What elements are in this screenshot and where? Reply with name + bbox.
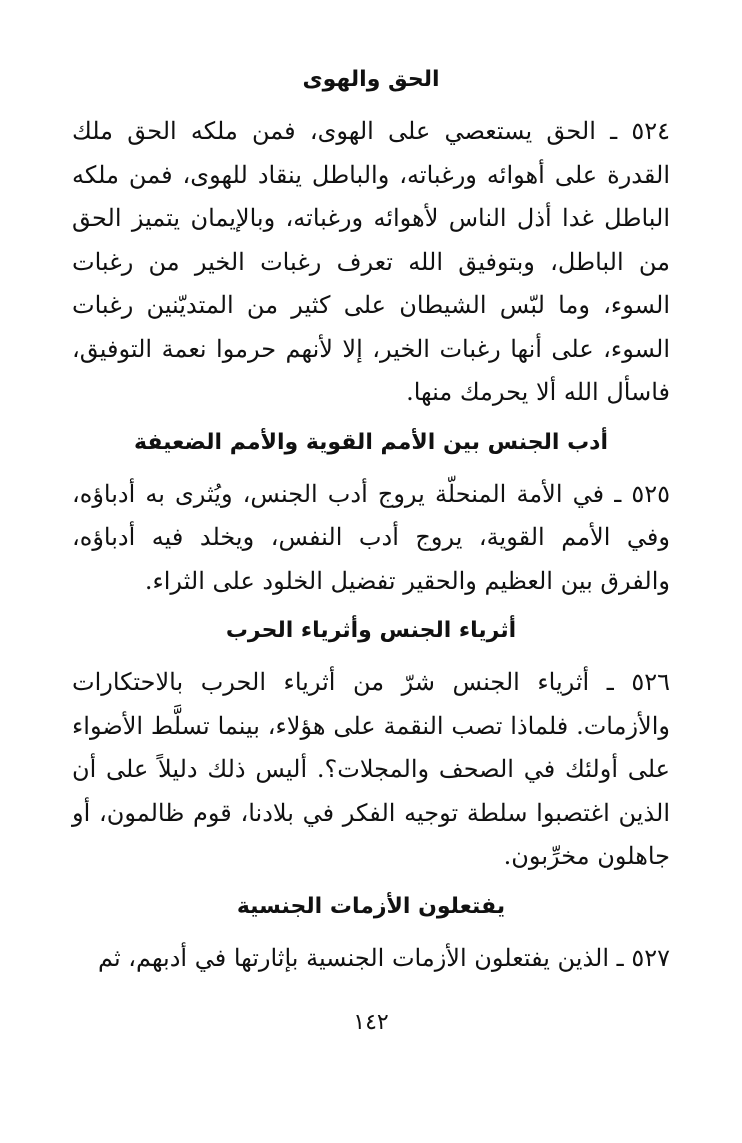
section-heading: الحق والهوى xyxy=(302,67,440,92)
paragraph-526: ٥٢٦ ـ أثرياء الجنس شرّ من أثرياء الحرب بالاحتكارات والأزمات. فلماذا تصب النقمة على هؤلاء، بينما تسلَّط الأضواء على أولئك في الصحف والمجلات؟. أليس ذلك دليلاً على أن الذين اغتصبوا سلطة توجيه الفكر في بلادنا، قوم ظالمون، أو جاهلون مخرِّبون. xyxy=(72,668,670,870)
section-heading: أدب الجنس بين الأمم القوية والأمم الضعيفة xyxy=(133,429,609,455)
page-number: ١٤٢ xyxy=(353,1010,389,1035)
paragraph-525: ٥٢٥ ـ في الأمة المنحلّة يروج أدب الجنس، ويُثرى به أدباؤه، وفي الأمم القوية، يروج أدب النفس، ويخلد فيه أدباؤه، والفرق بين العظيم والحقير تفضيل الخلود على الثراء. xyxy=(72,479,670,595)
section-heading: يفتعلون الأزمات الجنسية xyxy=(236,893,506,919)
page-body xyxy=(72,58,670,986)
paragraph-524: ٥٢٤ ـ الحق يستعصي على الهوى، فمن ملكه الحق ملك القدرة على أهوائه ورغباته، والباطل ينقاد للهوى، فمن ملكه الباطل غدا أذل الناس لأهوائه ورغباته، وبالإيمان يتميز الحق من الباطل، وبتوفيق الله تعرف رغبات الخير من رغبات السوء، وما لبّس الشيطان على كثير من المتديّنين رغبات السوء، على أنها رغبات الخير، إلا لأنهم حرموا نعمة التوفيق، فاسأل الله ألا يحرمك منها. xyxy=(72,117,671,406)
paragraph-527: ٥٢٧ ـ الذين يفتعلون الأزمات الجنسية بإثارتها في أدبهم، ثم xyxy=(97,943,670,972)
section-heading: أثرياء الجنس وأثرياء الحرب xyxy=(225,618,517,643)
